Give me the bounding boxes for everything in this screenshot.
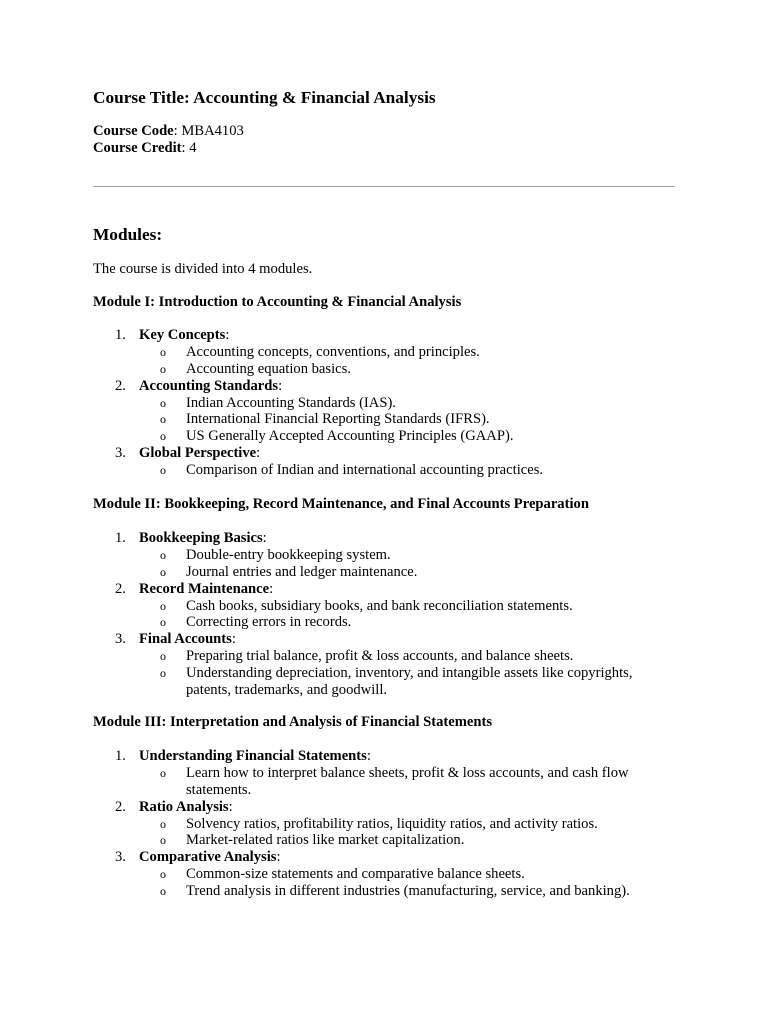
list-item (93, 581, 683, 598)
modules-heading: Modules: (93, 225, 163, 244)
sub-item (93, 361, 683, 378)
item-label-line (139, 530, 267, 547)
item-colon: : (278, 377, 283, 394)
item-label-line (139, 445, 260, 462)
item-number: 2. (115, 580, 126, 597)
sub-item-text: Learn how to interpret balance sheets, profit & loss accounts, and cash flow statements. (186, 765, 629, 798)
sub-item-text: Market-related ratios like market capitalization. (186, 832, 465, 849)
course-code-value: : MBA4103 (173, 123, 244, 139)
item-label: Comparative Analysis (139, 849, 277, 866)
course-code-label: Course Code (93, 123, 174, 139)
sub-item (93, 866, 683, 883)
sub-item-text: Correcting errors in records. (186, 614, 352, 631)
item-colon: : (231, 631, 236, 648)
item-label: Ratio Analysis (139, 798, 229, 815)
course-credit-value: : 4 (181, 140, 197, 156)
bullet-icon: o (160, 548, 166, 562)
horizontal-divider (93, 186, 675, 187)
sub-item-text: Journal entries and ledger maintenance. (186, 563, 418, 580)
item-label: Bookkeeping Basics (139, 530, 263, 546)
sub-item (93, 648, 683, 665)
list-item (93, 378, 683, 395)
bullet-icon: o (160, 412, 166, 427)
bullet-icon: o (160, 883, 166, 898)
item-number: 1. (115, 530, 126, 546)
list-item (93, 849, 683, 866)
list-item (93, 530, 683, 547)
sub-item-text: Comparison of Indian and international accounting practices. (186, 461, 544, 478)
sub-item-text: Common-size statements and comparative balance sheets. (186, 866, 525, 883)
bullet-icon: o (160, 816, 166, 831)
sub-item-text: Understanding depreciation, inventory, and intangible assets like copyrights, patents, trademarks, and goodwill. (186, 664, 633, 698)
bullet-icon: o (160, 649, 166, 664)
sub-item (93, 411, 683, 428)
sub-item (93, 598, 683, 615)
item-colon: : (276, 849, 281, 866)
sub-item-text: Accounting equation basics. (186, 360, 351, 377)
bullet-icon: o (160, 867, 166, 882)
item-number: 1. (115, 748, 126, 764)
bullet-icon: o (160, 429, 166, 444)
sub-item (93, 428, 683, 445)
item-label: Record Maintenance (139, 580, 270, 597)
sub-item (93, 883, 683, 900)
list-item (93, 631, 683, 648)
sub-item (93, 665, 683, 699)
sub-item-text: Accounting concepts, conventions, and principles. (186, 344, 480, 360)
item-number: 1. (115, 327, 126, 343)
sub-item (93, 395, 683, 412)
course-title: Course Title: Accounting & Financial Analysis (93, 88, 436, 107)
bullet-icon: o (160, 833, 166, 848)
item-label: Key Concepts (139, 327, 226, 343)
sub-item (93, 816, 683, 833)
sub-item-text: Preparing trial balance, profit & loss accounts, and balance sheets. (186, 648, 574, 665)
module-3-heading: Module III: Interpretation and Analysis of Financial Statements (93, 714, 493, 730)
item-number: 3. (115, 631, 126, 648)
item-colon: : (366, 748, 371, 764)
item-label: Understanding Financial Statements (139, 748, 367, 764)
item-colon: : (225, 327, 230, 343)
item-label-line (139, 581, 273, 598)
bullet-icon: o (160, 564, 166, 579)
module-2-heading: Module II: Bookkeeping, Record Maintenance, and Final Accounts Preparation (93, 496, 589, 512)
module-1-heading: Module I: Introduction to Accounting & Financial Analysis (93, 294, 462, 310)
bullet-icon: o (160, 345, 166, 359)
bullet-icon: o (160, 598, 166, 613)
item-label-line (139, 378, 282, 395)
sub-item (93, 564, 683, 581)
item-label-line (139, 849, 281, 866)
sub-item (93, 765, 683, 799)
module-3-list (93, 748, 683, 900)
item-label: Accounting Standards (139, 377, 279, 394)
sub-item-text: Double-entry bookkeeping system. (186, 547, 391, 563)
item-number: 3. (115, 444, 126, 461)
bullet-icon: o (160, 462, 166, 477)
bullet-icon: o (160, 665, 166, 680)
list-item (93, 445, 683, 462)
list-item (93, 748, 683, 765)
item-label-line (139, 799, 233, 816)
course-credit-label: Course Credit (93, 140, 182, 156)
bullet-icon: o (160, 361, 166, 376)
module-2-list (93, 530, 683, 699)
course-credit-line (93, 140, 197, 157)
sub-item-text: International Financial Reporting Standards (IFRS). (186, 411, 490, 428)
bullet-icon: o (160, 766, 166, 780)
list-item (93, 799, 683, 816)
intro-text: The course is divided into 4 modules. (93, 261, 313, 277)
sub-item (93, 832, 683, 849)
course-code-line (93, 123, 244, 140)
list-item (93, 327, 683, 344)
sub-item-text: Indian Accounting Standards (IAS). (186, 394, 396, 411)
item-label: Final Accounts (139, 631, 232, 648)
item-label-line (139, 631, 236, 648)
item-label-line (139, 748, 371, 765)
item-label: Global Perspective (139, 444, 257, 461)
sub-item-text: Trend analysis in different industries (manufacturing, service, and banking). (186, 882, 630, 899)
sub-item-text: US Generally Accepted Accounting Principles (GAAP). (186, 428, 514, 445)
sub-item-text: Solvency ratios, profitability ratios, liquidity ratios, and activity ratios. (186, 815, 598, 832)
item-colon: : (262, 530, 267, 546)
item-number: 2. (115, 798, 126, 815)
bullet-icon: o (160, 395, 166, 410)
item-colon: : (228, 798, 233, 815)
item-label-line (139, 327, 229, 344)
item-colon: : (269, 580, 274, 597)
sub-item-text: Cash books, subsidiary books, and bank reconciliation statements. (186, 597, 573, 614)
sub-item (93, 547, 683, 564)
bullet-icon: o (160, 615, 166, 630)
sub-item (93, 462, 683, 479)
module-1-list (93, 327, 683, 479)
item-number: 2. (115, 377, 126, 394)
sub-item (93, 344, 683, 361)
sub-item (93, 614, 683, 631)
item-number: 3. (115, 849, 126, 866)
item-colon: : (256, 444, 261, 461)
